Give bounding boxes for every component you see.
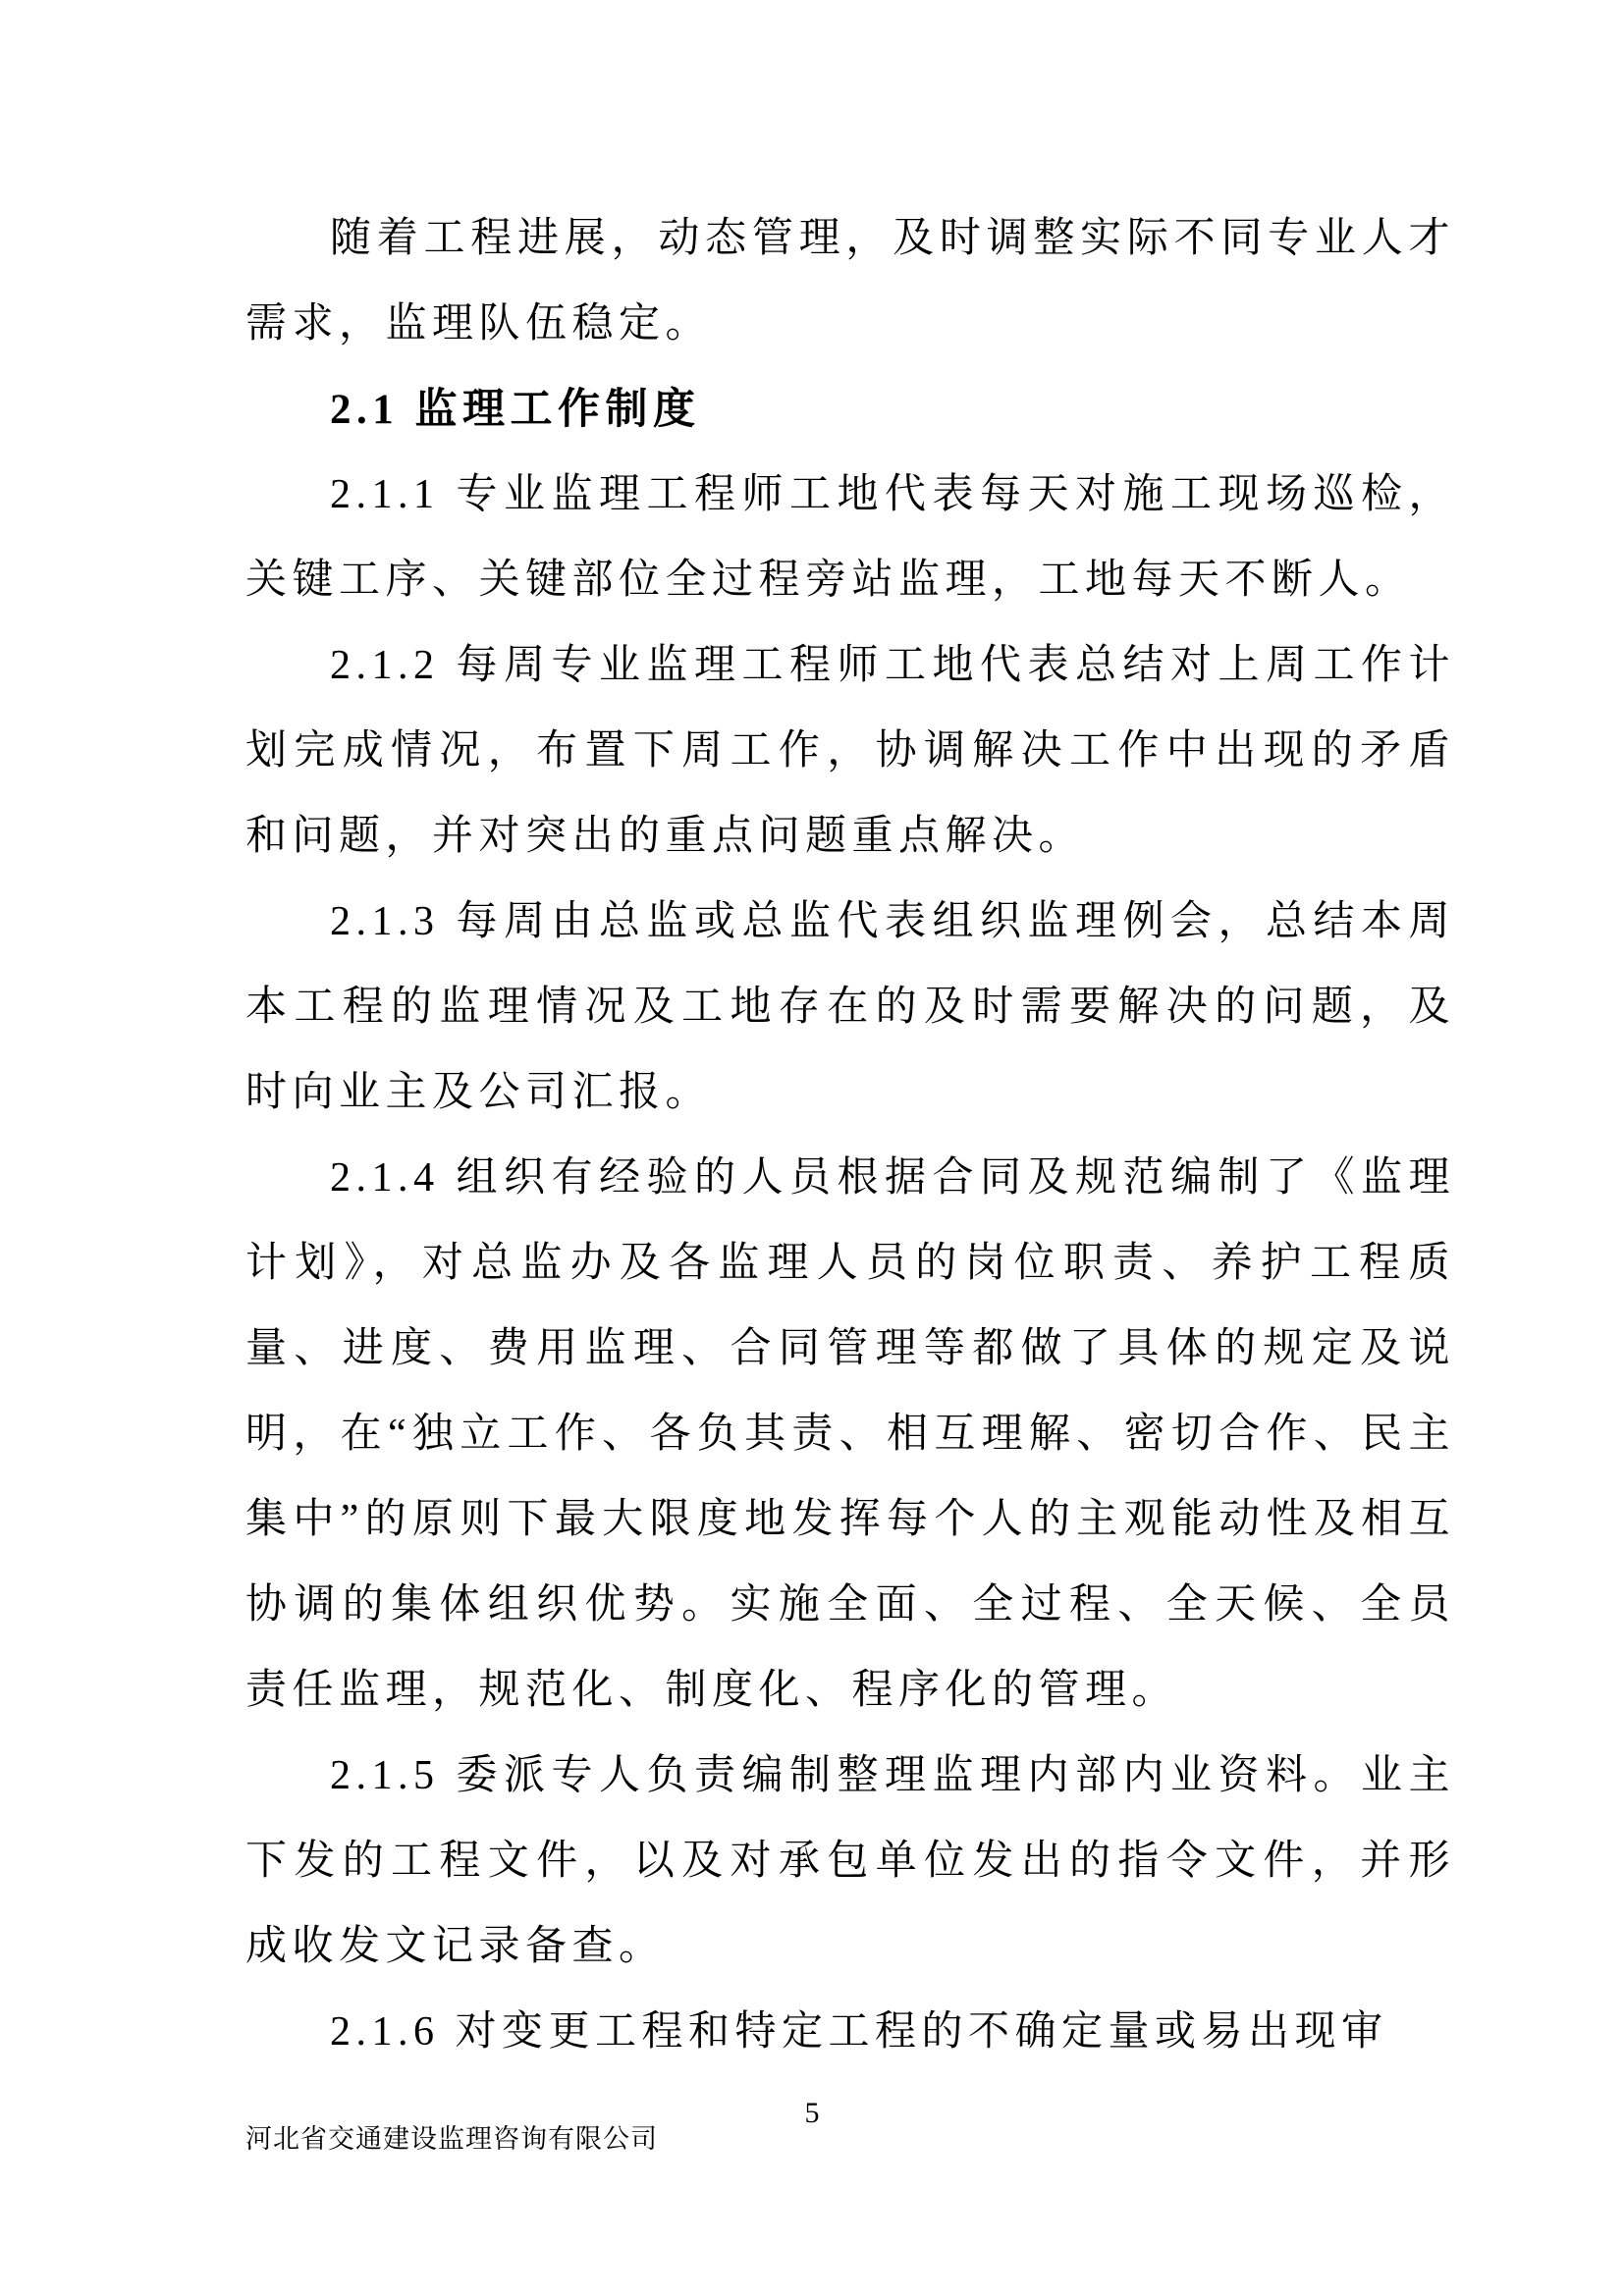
page-number: 5 <box>804 2097 820 2129</box>
paragraph-2-1-2: 2.1.2 每周专业监理工程师工地代表总结对上周工作计划完成情况，布置下周工作，协调解决工作中出现的矛盾和问题，并对突出的重点问题重点解决。 <box>245 643 1455 859</box>
document-body <box>245 196 1455 2075</box>
paragraph-2-1-4: 2.1.4 组织有经验的人员根据合同及规范编制了《监理计划》，对总监办及各监理人员的岗位职责、养护工程质量、进度、费用监理、合同管理等都做了具体的规定及说明，在“独立工作、各负其责、相互理解、密切合作、民主集中”的原则下最大限度地发挥每个人的主观能动性及相互协调的集体组织优势。实施全面、全过程、全天候、全员责任监理，规范化、制度化、程序化的管理。 <box>245 1155 1455 1713</box>
paragraph-2-1-1: 2.1.1 专业监理工程师工地代表每天对施工现场巡检，关键工序、关键部位全过程旁站监理，工地每天不断人。 <box>245 472 1455 603</box>
paragraph-2-1-3: 2.1.3 每周由总监或总监代表组织监理例会，总结本周本工程的监理情况及工地存在的及时需要解决的问题，及时向业主及公司汇报。 <box>245 899 1455 1115</box>
footer-company-name: 河北省交通建设监理咨询有限公司 <box>245 2124 658 2154</box>
paragraph-2-1-5: 2.1.5 委派专人负责编制整理监理内部内业资料。业主下发的工程文件，以及对承包单位发出的指令文件，并形成收发文记录备查。 <box>245 1753 1455 1969</box>
paragraph-2-1-6: 2.1.6 对变更工程和特定工程的不确定量或易出现审 <box>330 2009 1388 2055</box>
section-heading-2-1: 2.1 监理工作制度 <box>330 387 701 433</box>
paragraph-intro: 随着工程进展，动态管理，及时调整实际不同专业人才需求，监理队伍稳定。 <box>245 216 1455 347</box>
